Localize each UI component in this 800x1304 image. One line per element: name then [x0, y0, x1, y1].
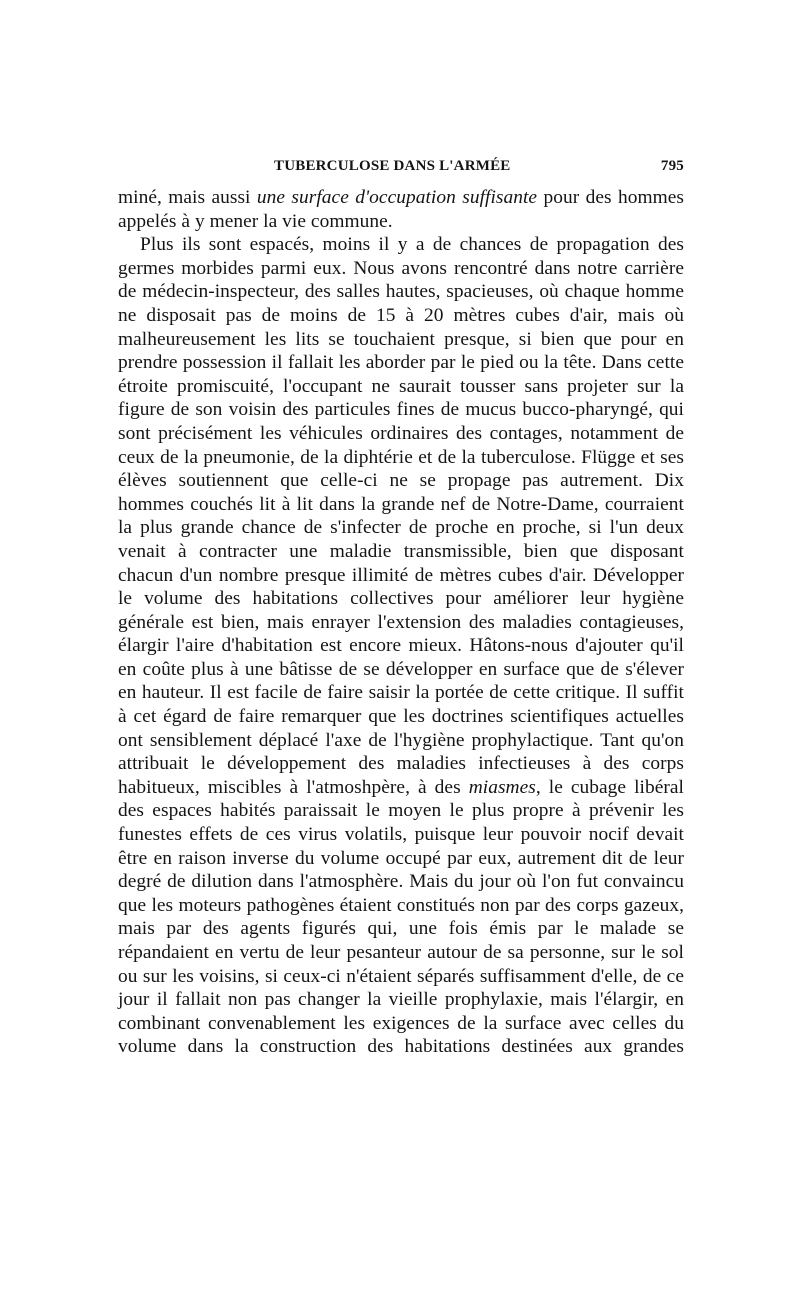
text-run: Plus ils sont espacés, moins il y a de chances de propagation des germes morbides parmi eux. Nous avons rencontré dans notre carrière de médecin-inspecteur, des salles hautes, spacieuses, où chaque homme ne disposait pas de moins de 15 à 20 mètres cubes d'air, mais où malheureusement les lits se touchaient presque, si bien que pour en prendre possession il fallait les aborder par le pied ou la tête. Dans cette étroite promiscuité, l'occupant ne saurait tousser sans projeter sur la figure de son voisin des particules fines de mucus bucco-pharyngé, qui sont précisément les véhicules ordinaires des contages, notamment de ceux de la pneumonie, de la diphtérie et de la tuberculose. Flügge et ses élèves soutiennent que celle-ci ne se propage pas autrement. Dix hommes couchés lit à lit dans la grande nef de Notre-Dame, courraient la plus grande chance de s'infecter de proche en proche, si l'un deux venait à contracter une maladie transmissible, bien que disposant chacun d'un nombre presque illimité de mètres cubes d'air. Développer le volume des habitations collectives pour améliorer leur hygiène générale est bien, mais enrayer l'extension des maladies contagieuses, élargir l'aire d'habitation est encore mieux. Hâtons-nous d'ajouter qu'il en coûte plus à une bâtisse de se développer en surface que de s'élever en hauteur. Il est facile de faire saisir la portée de cette critique. Il suffit à cet égard de faire remarquer que les doctrines scientifiques actuelles ont sensiblement déplacé l'axe de l'hygiène prophylactique. Tant qu'on attribuait le développement des maladies infectieuses à des corps habitueux, miscibles à l'atmoshpère, à des — [118, 234, 684, 798]
page-number: 795 — [660, 158, 684, 174]
running-title: TUBERCULOSE DANS L'ARMÉE — [274, 158, 511, 174]
text-run: , le cubage libéral des espaces habités paraissait le moyen le plus propre à prévenir les funestes effets de ces virus volatils, puisque leur pouvoir nocif devait être en raison inverse du volume occupé par eux, autrement dit de leur degré de dilution dans l'atmosphère. Mais du jour où l'on fut convaincu que les moteurs pathogènes étaient constitués non par des corps gazeux, mais par des agents figurés qui, une fois émis par le malade se répandaient en vertu de leur pesanteur autour de sa personne, sur le sol ou sur les voisins, si ceux-ci n'étaient séparés suffisamment d'elle, de ce jour il fallait non pas changer la vieille prophylaxie, mais l'élargir, en combinant convenablement les exigences de la surface avec celles du volume dans la construction des habitations destinées aux grandes — [118, 776, 684, 1058]
text-run: pour des hommes appelés à y mener la vie commune. — [118, 187, 684, 232]
emphasis-text: une surface d'occupation suffisante — [256, 187, 538, 208]
text-run: miné, mais aussi — [118, 187, 257, 208]
paragraph-1 — [118, 186, 684, 233]
running-header — [118, 156, 684, 186]
book-page — [118, 156, 684, 1059]
paragraph-2 — [118, 233, 684, 1059]
body-text — [118, 186, 684, 1059]
emphasis-text: miasmes — [468, 776, 536, 798]
